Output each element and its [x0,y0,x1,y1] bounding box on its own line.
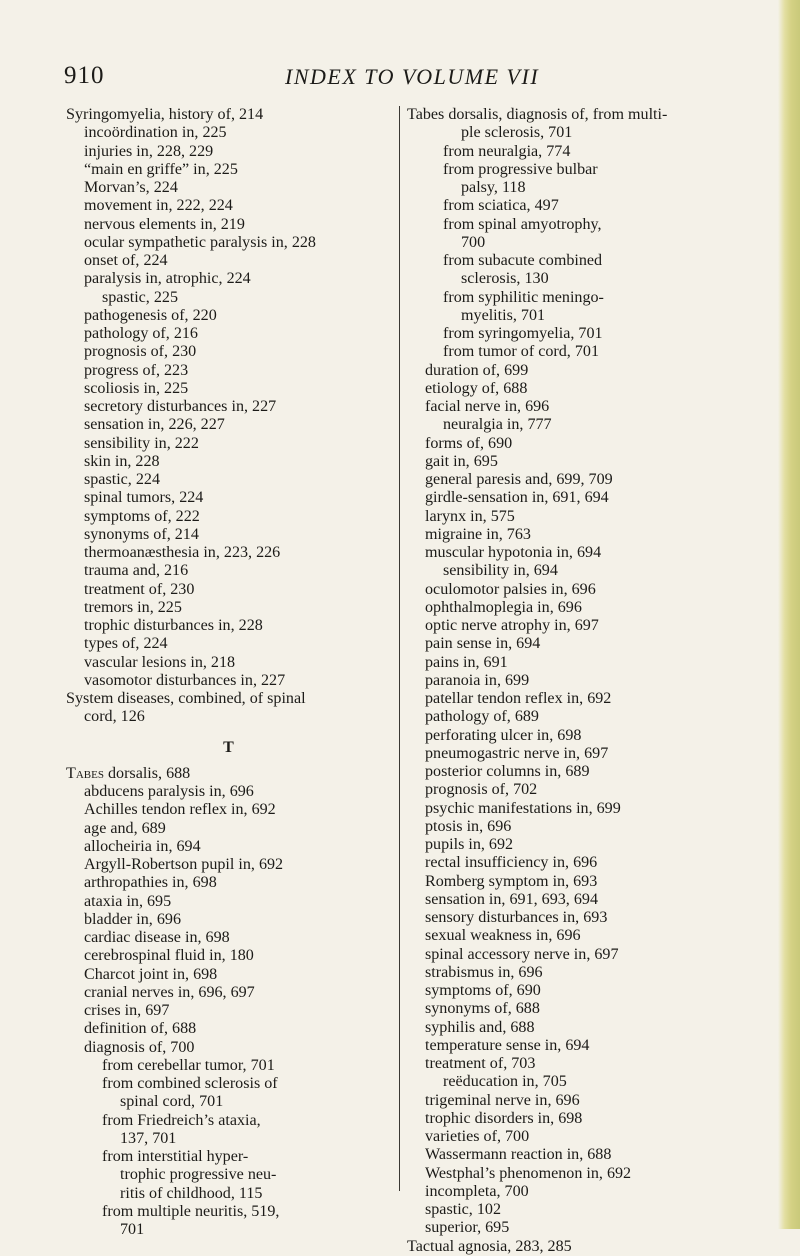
index-entry-sub: ple sclerosis, 701 [461,124,573,142]
index-entry-sub: skin in, 228 [84,452,160,470]
index-entry-sub: prognosis of, 230 [84,343,197,361]
index-entry-sub: pupils in, 692 [425,836,514,853]
index-entry-sub: prognosis of, 702 [425,781,538,799]
index-entry-sub: strabismus in, 696 [425,963,543,981]
index-entry-sub: synonyms of, 214 [84,525,199,543]
index-entry-sub: spastic, 224 [84,471,160,488]
index-entry-sub: spinal cord, 701 [120,1093,224,1111]
index-entry-sub: palsy, 118 [461,179,526,196]
index-entry-sub: incompleta, 700 [425,1182,529,1200]
index-entry-sub: age and, 689 [84,819,166,837]
index-entry-sub: from interstitial hyper- [102,1148,249,1165]
index-entry-sub: trophic progressive neu- [120,1166,277,1184]
index-entry-sub: ritis of childhood, 115 [120,1184,263,1202]
index-entry-sub: vascular lesions in, 218 [84,653,236,671]
index-entry-sub: onset of, 224 [84,252,168,269]
index-entry-sub: optic nerve atrophy in, 697 [425,617,599,634]
index-entry-sub: Wassermann reaction in, 688 [425,1146,612,1164]
index-entry-sub: Charcot joint in, 698 [84,965,218,983]
index-entry-sub: perforating ulcer in, 698 [425,726,582,744]
index-entry-sub: from spinal amyotrophy, [443,215,602,233]
index-entry-sub: etiology of, 688 [425,379,528,397]
index-entry-sub: general paresis and, 699, 709 [425,471,613,488]
index-entry-main: Tabes dorsalis, 688 [66,764,191,782]
index-entry-sub: types of, 224 [84,635,168,653]
index-entry-sub: neuralgia in, 777 [443,416,552,434]
index-entry-sub: scoliosis in, 225 [84,379,189,397]
index-entry-sub: thermoanæsthesia in, 223, 226 [84,544,281,561]
index-entry-sub: trophic disorders in, 698 [425,1109,583,1127]
index-entry-sub: varieties of, 700 [425,1128,530,1145]
index-entry-sub: pain sense in, 694 [425,635,541,653]
index-entry-sub: 137, 701 [120,1129,177,1147]
index-entry-sub: Achilles tendon reflex in, 692 [84,801,276,819]
index-entry-sub: trauma and, 216 [84,562,189,580]
index-entry-sub: facial nerve in, 696 [425,398,550,415]
index-entry-sub: duration of, 699 [425,361,529,379]
section-letter: T [223,738,234,756]
index-entry-sub: superior, 695 [425,1219,510,1237]
index-entry-sub: allocheiria in, 694 [84,837,201,855]
index-entry-sub: 701 [120,1221,145,1238]
index-entry-sub: ataxia in, 695 [84,892,172,910]
index-entry-sub: cerebrospinal fluid in, 180 [84,947,254,965]
index-entry-sub: ptosis in, 696 [425,817,512,835]
index-entry-sub: symptoms of, 690 [425,982,541,999]
index-entry-sub: rectal insufficiency in, 696 [425,854,598,872]
running-head: INDEX TO VOLUME VII [285,64,540,89]
index-entry-sub: spastic, 225 [102,288,178,306]
index-entry-sub: sclerosis, 130 [461,270,549,288]
index-entry-sub: spastic, 102 [425,1201,501,1218]
index-entry-sub: Morvan’s, 224 [84,179,178,196]
index-entry-sub: psychic manifestations in, 699 [425,799,621,817]
index-entry-sub: treatment of, 703 [425,1055,536,1072]
index-entry-sub: from multiple neuritis, 519, [102,1202,280,1220]
index-entry-sub: “main en griffe” in, 225 [84,160,238,178]
index-entry-sub: Romberg symptom in, 693 [425,872,598,890]
index-entry-sub: spinal accessory nerve in, 697 [425,945,619,963]
index-entry-sub: larynx in, 575 [425,507,515,525]
index-entry-sub: forms of, 690 [425,434,513,452]
index-entry-sub: injuries in, 228, 229 [84,142,214,160]
index-entry-sub: crises in, 697 [84,1002,170,1019]
index-column-left [66,106,391,1239]
page-number: 910 [64,62,105,89]
index-entry-sub: sensibility in, 222 [84,434,199,452]
index-entry-sub: sensory disturbances in, 693 [425,909,608,926]
index-entry-main: Syringomyelia, history of, 214 [66,106,264,123]
index-entry-sub: posterior columns in, 689 [425,763,590,780]
index-entry-sub: nervous elements in, 219 [84,215,245,233]
index-entry-sub: pathology of, 216 [84,325,198,342]
index-entry-sub: paralysis in, atrophic, 224 [84,270,251,288]
index-entry-sub: incoördination in, 225 [84,124,227,142]
index-entry-sub: sensibility in, 694 [443,562,558,580]
index-entry-sub: synonyms of, 688 [425,1000,540,1018]
index-entry-sub: from Friedreich’s ataxia, [102,1111,261,1129]
index-entry-sub: 700 [461,233,486,251]
index-entry-sub: treatment of, 230 [84,580,195,598]
index-entry-sub: temperature sense in, 694 [425,1036,590,1054]
index-entry-sub: syphilis and, 688 [425,1018,535,1036]
index-entry-sub: progress of, 223 [84,361,189,379]
index-entry-sub: ophthalmoplegia in, 696 [425,598,582,616]
index-entry-sub: patellar tendon reflex in, 692 [425,690,612,707]
index-entry-sub: from syphilitic meningo- [443,288,604,306]
index-entry-sub: vasomotor disturbances in, 227 [84,671,286,689]
index-entry-sub: trophic disturbances in, 228 [84,617,263,634]
index-entry-sub: abducens paralysis in, 696 [84,783,254,800]
index-entry-sub: pains in, 691 [425,653,508,671]
index-entry-main: Tabes dorsalis, diagnosis of, from multi- [407,106,668,123]
index-entry-main: System diseases, combined, of spinal [66,690,306,707]
index-entry-sub: girdle-sensation in, 691, 694 [425,489,609,507]
index-entry-sub: gait in, 695 [425,452,498,470]
small-caps-term: Tabes [66,764,104,782]
index-entry-sub: from cerebellar tumor, 701 [102,1056,275,1074]
index-entry-sub: bladder in, 696 [84,910,181,928]
index-entry-sub: cord, 126 [84,708,145,726]
index-entry-sub: sexual weakness in, 696 [425,927,581,945]
index-column-right [407,106,712,1256]
index-entry-sub: cardiac disease in, 698 [84,929,230,946]
index-entry-sub: trigeminal nerve in, 696 [425,1091,580,1109]
index-entry-sub: tremors in, 225 [84,598,182,616]
index-entry-sub: pathogenesis of, 220 [84,306,217,324]
index-entry-main: Tactual agnosia, 283, 285 [407,1237,572,1255]
index-entry-sub: Argyll-Robertson pupil in, 692 [84,856,284,873]
index-entry-sub: muscular hypotonia in, 694 [425,544,602,561]
index-entry-sub: from combined sclerosis of [102,1075,278,1092]
index-entry-sub: myelitis, 701 [461,306,546,324]
index-entry-sub: from neuralgia, 774 [443,142,571,160]
index-entry-sub: paranoia in, 699 [425,671,530,689]
index-entry-sub: secretory disturbances in, 227 [84,398,277,415]
index-entry-sub: movement in, 222, 224 [84,197,233,215]
index-entry-sub: Westphal’s phenomenon in, 692 [425,1164,632,1182]
index-entry-sub: pathology of, 689 [425,708,539,726]
index-entry-sub: cranial nerves in, 696, 697 [84,983,255,1001]
index-entry-sub: from subacute combined [443,252,603,269]
index-entry-sub: symptoms of, 222 [84,507,200,525]
index-entry-sub: spinal tumors, 224 [84,489,204,507]
index-entry-sub: from sciatica, 497 [443,197,559,215]
column-divider [399,106,400,1191]
index-entry-sub: migraine in, 763 [425,525,531,543]
index-entry-sub: arthropathies in, 698 [84,874,217,892]
page-edge [778,0,800,1229]
index-entry-sub: ocular sympathetic paralysis in, 228 [84,233,316,251]
index-entry-sub: diagnosis of, 700 [84,1038,195,1056]
page-header [0,62,800,98]
index-entry-sub: definition of, 688 [84,1020,197,1038]
index-entry-sub: oculomotor palsies in, 696 [425,580,596,598]
index-entry-sub: from progressive bulbar [443,160,598,178]
index-entry-sub: reëducation in, 705 [443,1073,567,1091]
index-entry-sub: from tumor of cord, 701 [443,343,599,361]
index-entry-sub: sensation in, 226, 227 [84,416,225,434]
index-entry-sub: pneumogastric nerve in, 697 [425,744,609,762]
index-entry-sub: sensation in, 691, 693, 694 [425,890,598,908]
index-entry-sub: from syringomyelia, 701 [443,325,603,342]
